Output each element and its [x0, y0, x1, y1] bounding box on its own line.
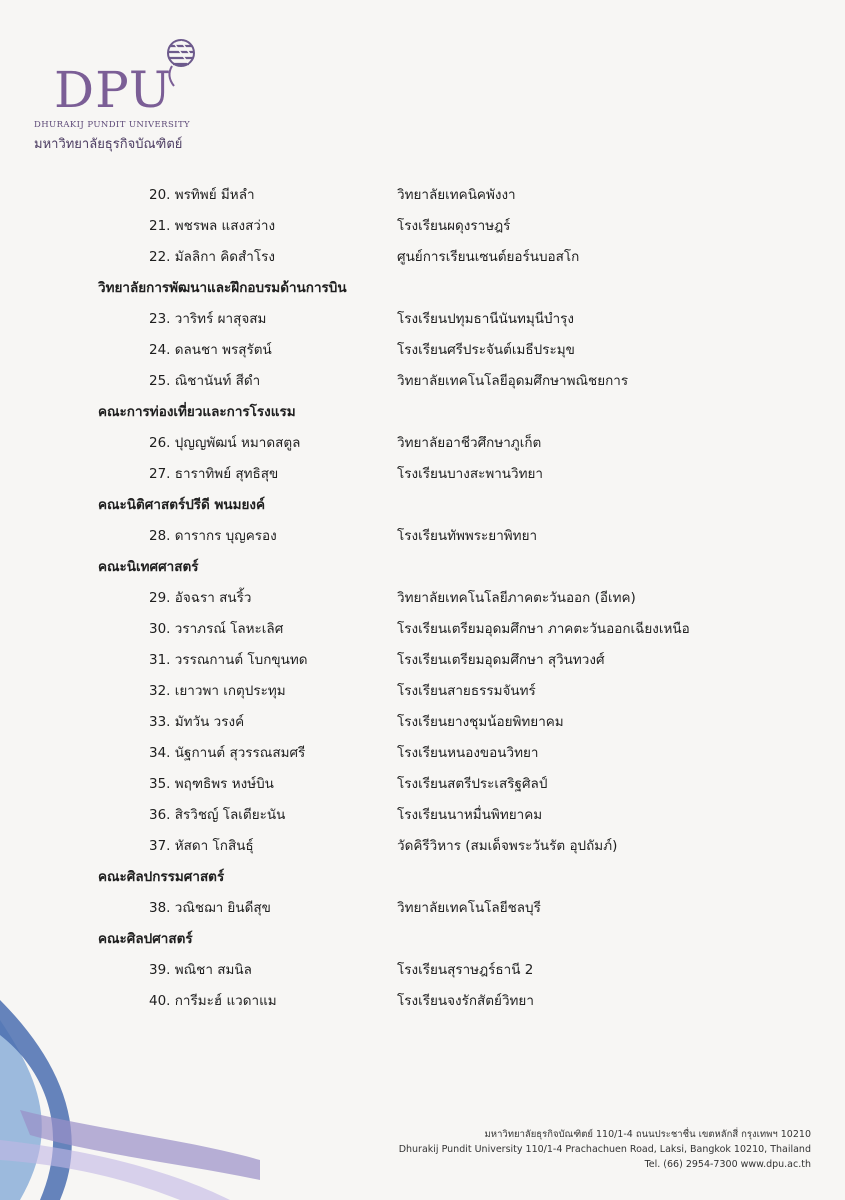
student-name: 36. สิรวิชญ์ โลเตียะนัน [149, 807, 286, 823]
school-name: วิทยาลัยอาชีวศึกษาภูเก็ต [397, 435, 542, 451]
list-item [0, 833, 845, 859]
list-item [0, 368, 845, 394]
list-item [0, 585, 845, 611]
student-name: 33. มัทวัน วรงค์ [149, 714, 245, 730]
list-item [0, 213, 845, 239]
list-item [0, 337, 845, 363]
footer-contact: Tel. (66) 2954-7300 www.dpu.ac.th [644, 1159, 811, 1170]
student-name: 35. พฤฑธิพร หงษ์บิน [149, 776, 274, 792]
student-name: 23. วาริทร์ ผาสุจสม [149, 311, 267, 327]
school-name: ศูนย์การเรียนเซนต์ยอร์นบอสโก [397, 249, 580, 265]
school-name: โรงเรียนสายธรรมจันทร์ [397, 683, 536, 699]
school-name: โรงเรียนสุราษฎร์ธานี 2 [397, 962, 534, 978]
student-name: 20. พรทิพย์ มีหลำ [149, 187, 255, 203]
list-item [0, 461, 845, 487]
faculty-heading: คณะนิเทศศาสตร์ [98, 559, 199, 575]
school-name: โรงเรียนศรีประจันต์เมธีประมุข [397, 342, 575, 358]
decorative-ribbon-graphic [0, 960, 260, 1200]
list-item [0, 616, 845, 642]
faculty-heading-row [0, 492, 845, 518]
school-name: โรงเรียนจงรักสัตย์วิทยา [397, 993, 534, 1009]
student-name: 26. ปุญญพัฒน์ หมาดสตูล [149, 435, 301, 451]
faculty-heading-row [0, 275, 845, 301]
student-name: 34. นัฐกานต์ สุวรรณสมศรี [149, 745, 306, 761]
school-name: วิทยาลัยเทคโนโลยีชลบุรี [397, 900, 541, 916]
logo-thai-name: มหาวิทยาลัยธุรกิจบัณฑิตย์ [34, 137, 183, 152]
student-name: 31. วรรณกานต์ โบกขุนทด [149, 652, 308, 668]
school-name: โรงเรียนผดุงราษฎร์ [397, 218, 511, 234]
faculty-heading: คณะศิลปกรรมศาสตร์ [98, 869, 225, 885]
list-item [0, 740, 845, 766]
list-item [0, 647, 845, 673]
faculty-heading-row [0, 554, 845, 580]
logo-wordmark: DPU [54, 61, 172, 119]
school-name: โรงเรียนปทุมธานีนันทมุนีบำรุง [397, 311, 574, 327]
list-item [0, 709, 845, 735]
list-item [0, 895, 845, 921]
list-item [0, 244, 845, 270]
footer-thai-address: มหาวิทยาลัยธุรกิจบัณฑิตย์ 110/1-4 ถนนประชาชื่น เขตหลักสี่ กรุงเทพฯ 10210 [484, 1129, 811, 1140]
university-logo [34, 36, 234, 152]
school-name: วิทยาลัยเทคโนโลยีอุดมศึกษาพณิชยการ [397, 373, 629, 389]
student-name: 40. การีมะฮ์ แวดาแม [149, 993, 277, 1009]
faculty-heading: คณะศิลปศาสตร์ [98, 931, 193, 947]
school-name: วิทยาลัยเทคโนโลยีภาคตะวันออก (อีเทค) [397, 590, 636, 606]
logo-english-name: DHURAKIJ PUNDIT UNIVERSITY [34, 120, 191, 130]
footer-english-address: Dhurakij Pundit University 110/1-4 Prachachuen Road, Laksi, Bangkok 10210, Thailand [398, 1144, 811, 1155]
student-name: 28. ดารากร บุญครอง [149, 528, 277, 544]
list-item [0, 182, 845, 208]
school-name: วัดคิรีวิหาร (สมเด็จพระวันรัต อุปถัมภ์) [397, 838, 618, 854]
page-footer [291, 1127, 811, 1172]
school-name: โรงเรียนยางชุมน้อยพิทยาคม [397, 714, 564, 730]
list-item [0, 306, 845, 332]
faculty-heading: คณะนิติศาสตร์ปรีดี พนมยงค์ [98, 497, 266, 513]
school-name: โรงเรียนหนองขอนวิทยา [397, 745, 539, 761]
school-name: วิทยาลัยเทคนิคพังงา [397, 187, 516, 203]
list-item [0, 771, 845, 797]
faculty-heading: วิทยาลัยการพัฒนาและฝึกอบรมด้านการบิน [98, 280, 347, 296]
student-name: 32. เยาวพา เกตุประทุม [149, 683, 286, 699]
school-name: โรงเรียนนาหมื่นพิทยาคม [397, 807, 543, 823]
list-item [0, 802, 845, 828]
list-item [0, 430, 845, 456]
student-name: 21. พชรพล แสงสว่าง [149, 218, 276, 234]
school-name: โรงเรียนเตรียมอุดมศึกษา ภาคตะวันออกเฉียงเหนือ [397, 621, 690, 637]
list-item [0, 678, 845, 704]
student-name: 38. วณิชฌา ยินดีสุข [149, 900, 271, 916]
faculty-heading-row [0, 399, 845, 425]
school-name: โรงเรียนสตรีประเสริฐศิลป์ [397, 776, 548, 792]
school-name: โรงเรียนบางสะพานวิทยา [397, 466, 544, 482]
student-name: 29. อัจฉรา สนริ้ว [149, 590, 252, 606]
student-name: 39. พณิชา สมนิล [149, 962, 252, 978]
student-name: 22. มัลลิกา คิดสำโรง [149, 249, 275, 265]
student-name: 27. ธาราทิพย์ สุทธิสุข [149, 466, 279, 482]
faculty-heading-row [0, 864, 845, 890]
school-name: โรงเรียนทัพพระยาพิทยา [397, 528, 538, 544]
faculty-heading-row [0, 926, 845, 952]
student-name: 24. ดลนชา พรสุรัตน์ [149, 342, 272, 358]
student-name: 25. ณิชานันท์ สีดำ [149, 373, 261, 389]
school-name: โรงเรียนเตรียมอุดมศึกษา สุวินทวงศ์ [397, 652, 605, 668]
student-name: 37. หัสดา โกสินธุ์ [149, 838, 254, 854]
student-name: 30. วราภรณ์ โลหะเลิศ [149, 621, 284, 637]
list-item [0, 523, 845, 549]
faculty-heading: คณะการท่องเที่ยวและการโรงแรม [98, 404, 296, 420]
